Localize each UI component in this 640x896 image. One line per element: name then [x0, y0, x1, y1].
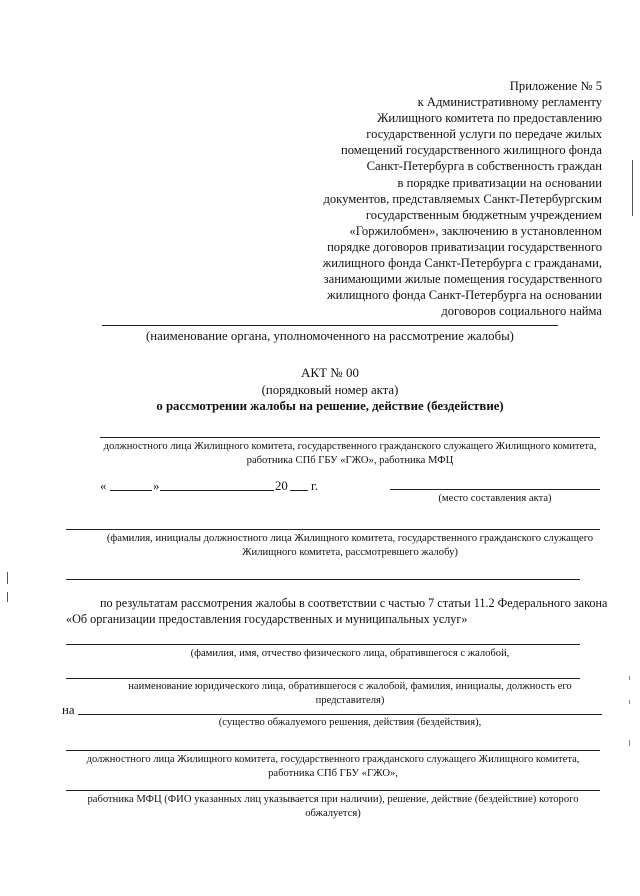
scan-edge-mark: [7, 592, 8, 602]
appendix-line: жилищного фонда Санкт-Петербурга с гражданами,: [322, 256, 602, 271]
reviewer-field-line: [66, 529, 600, 530]
date-day-line: [110, 490, 152, 491]
essence-caption: (существо обжалуемого решения, действия (бездействия),: [218, 717, 482, 728]
official2-caption-line2: работника СПб ГБУ «ГЖО»,: [268, 768, 398, 779]
mfc-caption-line1: работника МФЦ (ФИО указанных лиц указывается при наличии), решение, действие (бездействие) которого: [87, 794, 579, 805]
legal-entity-caption-line1: наименование юридического лица, обратившегося с жалобой, фамилия, инициалы, должность его: [128, 681, 572, 692]
scan-edge-mark: [629, 740, 630, 746]
appendix-header: [302, 78, 602, 319]
place-caption: (место составления акта): [438, 493, 552, 504]
mfc-caption-line2: обжалуется): [305, 808, 361, 819]
appendix-line: в порядке приватизации на основании: [397, 175, 602, 190]
official2-caption-line1: должностного лица Жилищного комитета, государственного гражданского служащего Жилищного комитета,: [86, 754, 580, 765]
applicant-caption: (фамилия, имя, отчество физического лица, обратившегося с жалобой,: [190, 648, 510, 659]
appendix-line: жилищного фонда Санкт-Петербурга на основании: [326, 288, 602, 303]
appendix-line: к Административному регламенту: [417, 95, 602, 110]
appendix-line: документов, представляемых Санкт-Петербургским: [323, 191, 602, 206]
act-title: АКТ № 00: [301, 365, 359, 380]
mfc-field-line: [66, 790, 600, 791]
official2-field-line: [66, 750, 600, 751]
date-open-quote: «: [100, 479, 107, 493]
official-field-line: [100, 437, 600, 438]
scan-edge-mark: [629, 700, 630, 704]
act-number-caption: (порядковый номер акта): [261, 383, 399, 397]
scan-edge-mark: [632, 160, 633, 216]
reviewer-caption-line1: (фамилия, инициалы должностного лица Жилищного комитета, государственного гражданского служащего: [106, 533, 594, 544]
date-year-line: [290, 490, 308, 491]
official-caption-line2: работника СПб ГБУ «ГЖО», работника МФЦ: [246, 455, 454, 466]
act-subject: о рассмотрении жалобы на решение, действие (бездействие): [156, 399, 504, 413]
applicant-field-line: [66, 644, 580, 645]
appendix-line: государственным бюджетным учреждением: [365, 207, 602, 222]
date-year-prefix: 20: [275, 479, 288, 493]
appendix-line: государственной услуги по передаче жилых: [366, 127, 602, 142]
basis-text-line2: «Об организации предоставления государственных и муниципальных услуг»: [66, 612, 468, 626]
basis-text-line1: по результатам рассмотрения жалобы в соответствии с частью 7 статьи 11.2 Федерального закона: [100, 596, 608, 610]
blank-field-line: [66, 579, 580, 580]
on-label: на: [62, 703, 75, 717]
authority-field-line: [102, 325, 558, 326]
scan-edge-mark: [7, 572, 8, 584]
appendix-line: Санкт-Петербурга в собственность граждан: [366, 159, 602, 174]
reviewer-caption-line2: Жилищного комитета, рассмотревшего жалобу): [242, 547, 458, 558]
legal-entity-caption-line2: представителя): [315, 695, 385, 706]
date-year-suffix: г.: [311, 479, 319, 493]
place-field-line: [390, 489, 600, 490]
appendix-line: договоров социального найма: [441, 304, 602, 319]
appendix-line: Жилищного комитета по предоставлению: [377, 111, 602, 126]
appendix-line: занимающими жилые помещения государственного: [323, 272, 602, 287]
scan-edge-mark: [629, 676, 630, 680]
appendix-line: порядке договоров приватизации государственного: [327, 239, 602, 254]
essence-field-line: [78, 714, 602, 715]
date-close-quote: »: [153, 479, 160, 493]
authority-caption: (наименование органа, уполномоченного на рассмотрение жалобы): [146, 329, 514, 343]
legal-entity-field-line: [66, 678, 580, 679]
appendix-line: помещений государственного жилищного фонда: [340, 143, 602, 158]
appendix-line: Приложение № 5: [509, 79, 602, 93]
date-month-line: [160, 490, 274, 491]
official-caption-line1: должностного лица Жилищного комитета, государственного гражданского служащего Жилищного комитета,: [103, 441, 597, 452]
appendix-line: «Горжилобмен», заключению в установленном: [349, 223, 602, 238]
